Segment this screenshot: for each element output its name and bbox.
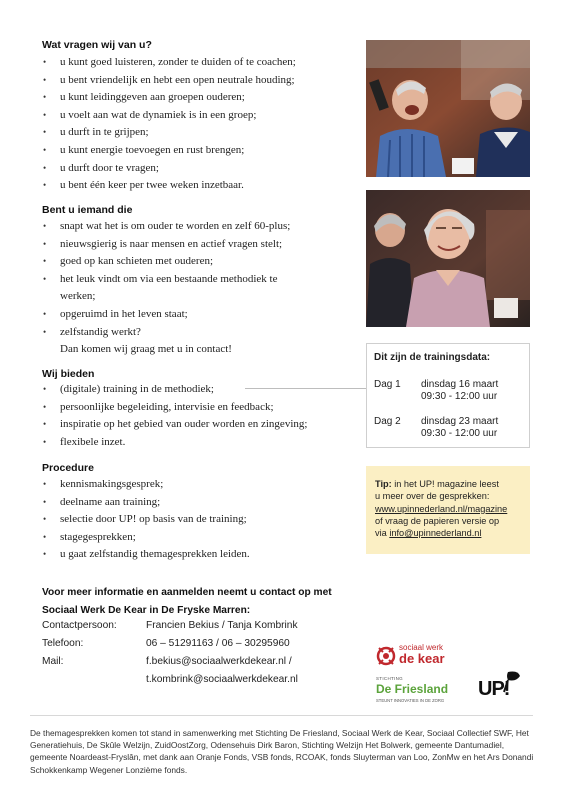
mail-label: Mail: — [42, 656, 64, 667]
list-item: • u bent vriendelijk en hebt een open neutrale houding; — [42, 72, 296, 90]
mail-value-1[interactable]: f.bekius@sociaalwerkdekear.nl / — [146, 656, 292, 667]
list-item: • u gaat zelfstandig themagesprekken leiden. — [42, 546, 250, 564]
contact-person-label: Contactpersoon: — [42, 620, 117, 631]
mail-value-2[interactable]: t.kombrink@sociaalwerkdekear.nl — [146, 674, 298, 685]
time-value: 09:30 - 12:00 uur — [421, 391, 498, 402]
contact-intro-line: Voor meer informatie en aanmelden neemt u contact op met — [42, 587, 332, 598]
training-dates-box — [366, 343, 530, 448]
contact-intro-line: Sociaal Werk De Kear in De Fryske Marren: — [42, 604, 251, 616]
heading-procedure: Procedure — [42, 462, 94, 474]
up-logo — [478, 668, 524, 706]
connector-line — [245, 388, 366, 389]
friesland-small: STICHTING — [376, 676, 403, 681]
list-item: • u kunt goed luisteren, zonder te duiden of te coachen; — [42, 54, 296, 72]
list-item: • kennismakingsgesprek; — [42, 476, 250, 494]
heading-vragen: Wat vragen wij van u? — [42, 39, 152, 51]
list-item: • u durft in te grijpen; — [42, 124, 296, 142]
tip-line: u meer over de gesprekken: — [375, 491, 490, 502]
list-item: • persoonlijke begeleiding, intervisie en feedback; — [42, 399, 307, 417]
kear-logo-bottom: de kear — [399, 651, 445, 666]
list-item: • stagegesprekken; — [42, 529, 250, 547]
tip-text: via — [375, 528, 390, 539]
heading-iemand: Bent u iemand die — [42, 204, 133, 216]
list-item: • selectie door UP! op basis van de training; — [42, 511, 250, 529]
list-item: • u bent één keer per twee weken inzetbaar. — [42, 177, 296, 195]
list-item: • het leuk vindt om via een bestaande methodiek te — [42, 271, 290, 289]
photo-laughing-men — [366, 40, 530, 177]
time-value: 09:30 - 12:00 uur — [421, 428, 498, 439]
kear-logo-top: sociaal werk — [399, 643, 444, 652]
training-dates-title: Dit zijn de trainingsdata: — [374, 352, 491, 363]
tip-box — [366, 466, 530, 554]
phone-label: Telefoon: — [42, 638, 84, 649]
tip-line — [375, 527, 522, 539]
tip-line: of vraag de papieren versie op — [375, 515, 500, 526]
list-item: • u kunt energie toevoegen en rust brengen; — [42, 142, 296, 160]
list-item: • zelfstandig werkt? — [42, 324, 290, 342]
list-item: • goed op kan schieten met ouderen; — [42, 253, 290, 271]
list-item: • inspiratie op het gebied van ouder worden en zingeving; — [42, 416, 307, 434]
sociaal-werk-de-kear-logo — [375, 642, 465, 670]
date-value: dinsdag 23 maart — [421, 416, 499, 427]
list-bieden — [42, 381, 307, 451]
closing-line: Dan komen wij graag met u in contact! — [60, 343, 232, 356]
list-item: • flexibele inzet. — [42, 434, 307, 452]
list-item: • deelname aan training; — [42, 494, 250, 512]
list-iemand — [42, 218, 290, 359]
list-item: • (digitale) training in de methodiek; — [42, 381, 307, 399]
tip-line — [375, 478, 522, 490]
tip-label: Tip: — [375, 479, 392, 489]
phone-value: 06 – 51291163 / 06 – 30295960 — [146, 638, 290, 649]
footer-text: De themagesprekken komen tot stand in samenwerking met Stichting De Friesland, Sociaal Werk de Kear, Sociaal Collectief SWF, Het Generatiehuis, De Skûle Welzijn, ZuidOostZorg, Odensehuis Dirk Baron, Stichting Welzijn Het Bolwerk, gemeente Dantumadiel, gemeente Noardeast-Fryslân, met dank aan Oranje Fonds, VSB fonds, RCOAK, fonds Sluyterman van Loo, ZonMw en het Ars Donandi Schokkenkamp Wegener Lonzième fonds. — [30, 728, 534, 775]
tip-text: in het UP! magazine leest — [391, 479, 499, 489]
friesland-name: De Friesland — [376, 682, 449, 696]
date-label: Dag 1 — [374, 379, 401, 390]
heading-bieden: Wij bieden — [42, 368, 95, 380]
list-item: • opgeruimd in het leven staat; — [42, 306, 290, 324]
stichting-de-friesland-logo — [376, 676, 468, 706]
list-item: • u voelt aan wat de dynamiek is in een groep; — [42, 107, 296, 125]
date-value: dinsdag 16 maart — [421, 379, 499, 390]
list-procedure — [42, 476, 250, 564]
list-item-continuation: werken; — [60, 290, 96, 303]
list-item: • u durft door te vragen; — [42, 160, 296, 178]
footer-divider — [30, 715, 533, 716]
list-item: • u kunt leidinggeven aan groepen ouderen; — [42, 89, 296, 107]
list-item: • snapt wat het is om ouder te worden en zelf 60-plus; — [42, 218, 290, 236]
contact-intro — [42, 584, 332, 619]
friesland-tagline: STEUNT INNOVATIES IN DE ZORG — [376, 698, 445, 703]
photo-smiling-women — [366, 190, 530, 327]
list-item: • nieuwsgierig is naar mensen en actief vragen stelt; — [42, 236, 290, 254]
date-label: Dag 2 — [374, 416, 401, 427]
magazine-link[interactable]: www.upinnederland.nl/magazine — [375, 503, 508, 514]
info-email-link[interactable]: info@upinnederland.nl — [389, 528, 482, 539]
contact-person-value: Francien Bekius / Tanja Kombrink — [146, 620, 298, 631]
up-logo-text: UP! — [478, 678, 510, 700]
list-vragen — [42, 54, 296, 195]
